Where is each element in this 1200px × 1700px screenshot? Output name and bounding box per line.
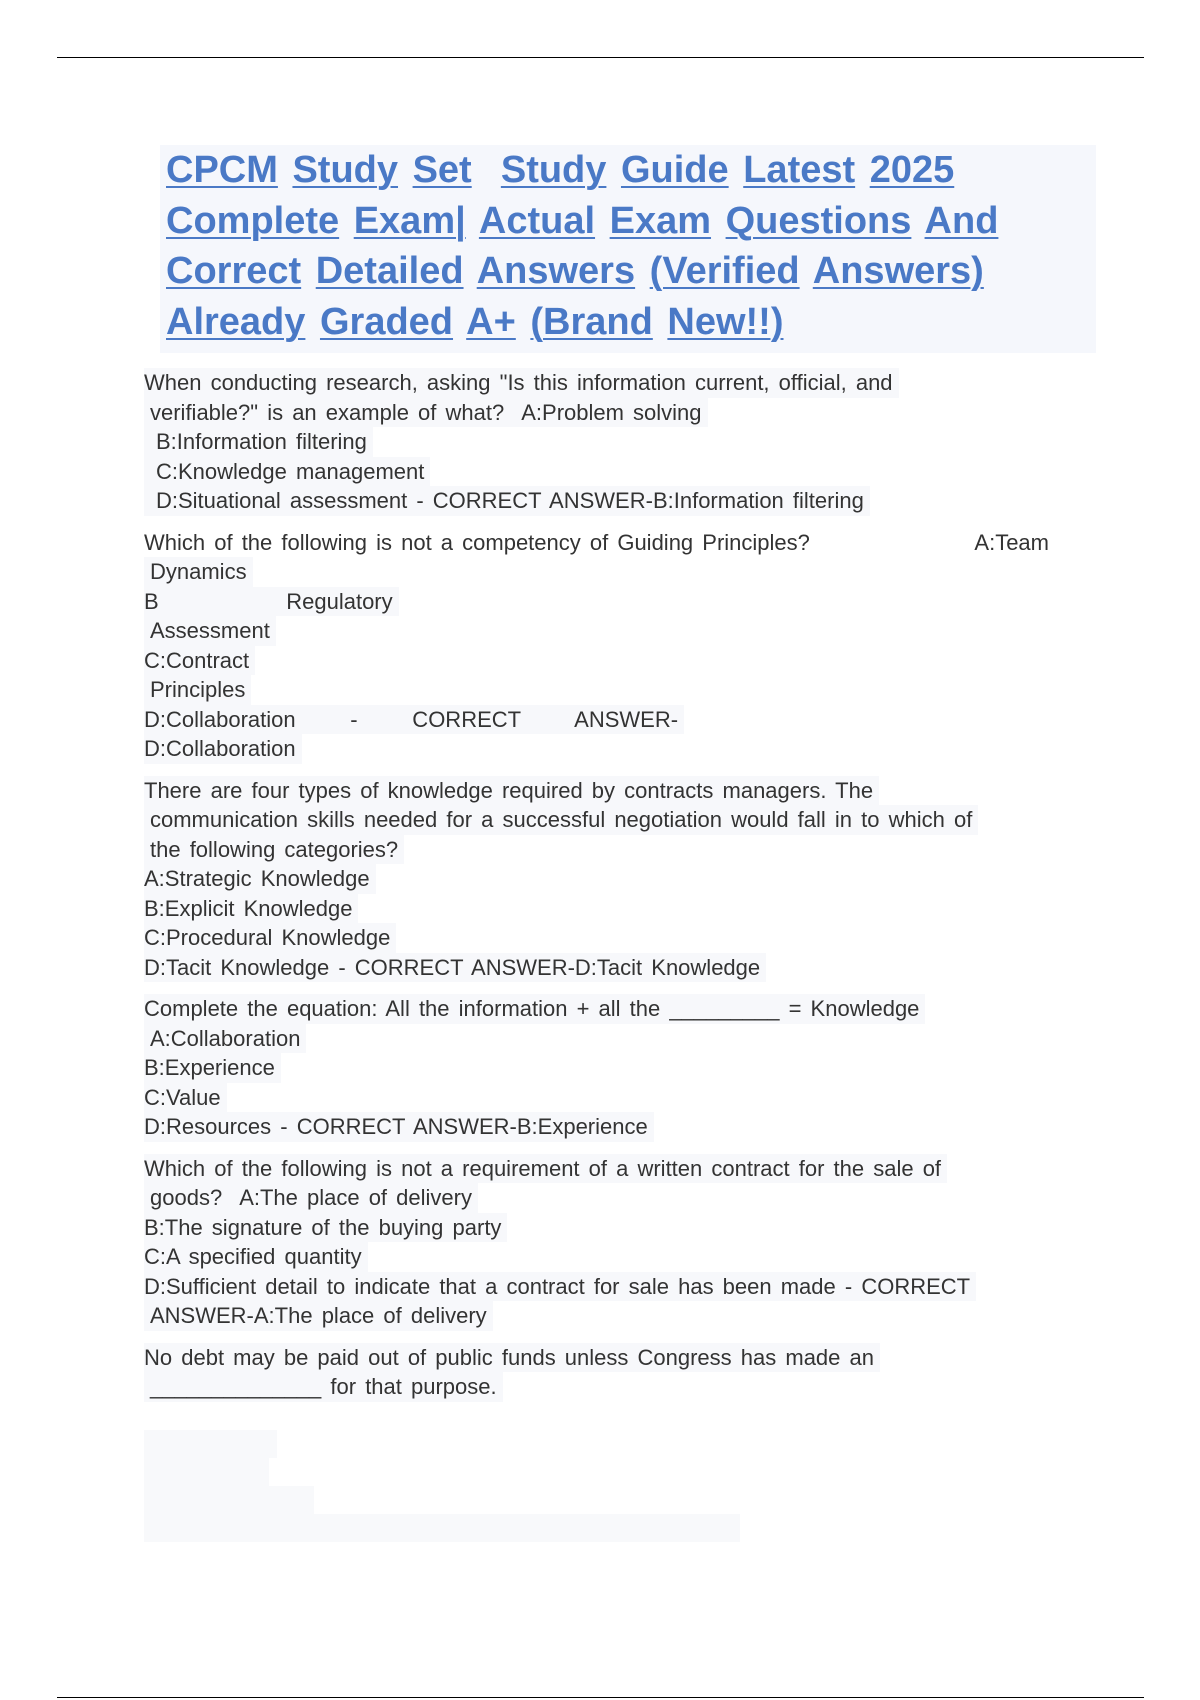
faint-highlight [144,1430,277,1458]
option-line: C:Value [144,1083,227,1113]
question-line: ______________ for that purpose. [144,1372,503,1402]
question-4 [144,994,1069,1142]
document-title-block [160,145,1096,353]
option-line: B:Experience [144,1053,281,1083]
question-2 [144,528,1069,764]
title-link-study[interactable]: Study [292,149,399,191]
option-line: C:Knowledge management [144,457,430,487]
title-link-brand[interactable]: (Brand [530,300,653,343]
title-link-actual[interactable]: Actual [478,199,596,242]
question-line: No debt may be paid out of public funds unless Congress has made an [144,1343,880,1373]
answer-line: D:Situational assessment - CORRECT ANSWER-B:Information filtering [144,486,870,516]
title-link-exam[interactable]: Exam| [353,199,466,242]
question-5 [144,1154,1069,1331]
title-link-latest[interactable]: Latest [743,149,856,191]
title-link-cpcm[interactable]: CPCM [166,149,278,191]
title-link-guide[interactable]: Guide [620,149,729,191]
question-line: There are four types of knowledge required by contracts managers. The [144,776,879,806]
title-link-2025[interactable]: 2025 [869,149,955,191]
option-a-text: A:Team [974,529,1049,555]
title-link-verified[interactable]: (Verified [649,250,800,292]
question-line: verifiable?" is an example of what? A:Problem solving [144,398,708,428]
faint-highlight [144,1458,269,1486]
option-line: B:Information filtering [144,427,373,457]
option-line: A:Collaboration [144,1024,306,1054]
question-line: When conducting research, asking "Is this information current, official, and [144,368,899,398]
option-line: C:Contract [144,646,255,676]
answer-line: D:Sufficient detail to indicate that a contract for sale has been made - CORRECT [144,1272,976,1302]
document-title [166,145,1096,347]
option-line: Dynamics [144,557,253,587]
title-link-detailed[interactable]: Detailed [315,250,464,292]
top-rule [57,57,1144,58]
question-line: the following categories? [144,835,404,865]
answer-line: D:Tacit Knowledge - CORRECT ANSWER-D:Tacit Knowledge [144,953,766,983]
faint-highlight [144,1486,314,1514]
question-list [144,368,1069,1414]
option-line: C:A specified quantity [144,1242,368,1272]
title-link-already[interactable]: Already [166,300,306,343]
question-6 [144,1343,1069,1402]
answer-line: D:Resources - CORRECT ANSWER-B:Experience [144,1112,654,1142]
title-link-questions[interactable]: Questions [725,199,912,242]
question-3 [144,776,1069,983]
question-line: Complete the equation: All the information + all the _________ = Knowledge [144,994,925,1024]
answer-line: ANSWER-A:The place of delivery [144,1301,493,1331]
title-link-new[interactable]: New!!) [667,300,784,343]
option-line: B Regulatory [144,587,399,617]
option-line: C:Procedural Knowledge [144,923,396,953]
title-link-and[interactable]: And [924,199,999,242]
bottom-rule [57,1697,1144,1698]
title-link-answers[interactable]: Answers [476,250,636,292]
answer-line: D:Collaboration - CORRECT ANSWER- [144,705,684,735]
question-line: Which of the following is not a requirement of a written contract for the sale of [144,1154,947,1184]
title-link-set[interactable]: Set [412,149,472,191]
title-link-complete[interactable]: Complete [166,199,340,242]
question-1 [144,368,1069,516]
title-link-study-2[interactable]: Study [500,149,607,191]
question-text: Which of the following is not a competency of Guiding Principles? [144,529,810,555]
title-link-graded[interactable]: Graded [319,300,454,343]
option-line: Principles [144,675,251,705]
title-link-answers-2[interactable]: Answers) [812,250,984,292]
title-link-a-plus[interactable]: A+ [466,300,516,343]
title-link-exam-2[interactable]: Exam [609,199,712,242]
option-line: B:Explicit Knowledge [144,894,358,924]
title-link-correct[interactable]: Correct [166,250,302,292]
question-line: goods? A:The place of delivery [144,1183,478,1213]
answer-line: D:Collaboration [144,734,302,764]
faint-highlight [144,1514,740,1542]
option-line: B:The signature of the buying party [144,1213,507,1243]
option-line: A:Strategic Knowledge [144,864,376,894]
question-line [144,528,1049,558]
option-line: Assessment [144,616,276,646]
question-line: communication skills needed for a successful negotiation would fall in to which of [144,805,978,835]
